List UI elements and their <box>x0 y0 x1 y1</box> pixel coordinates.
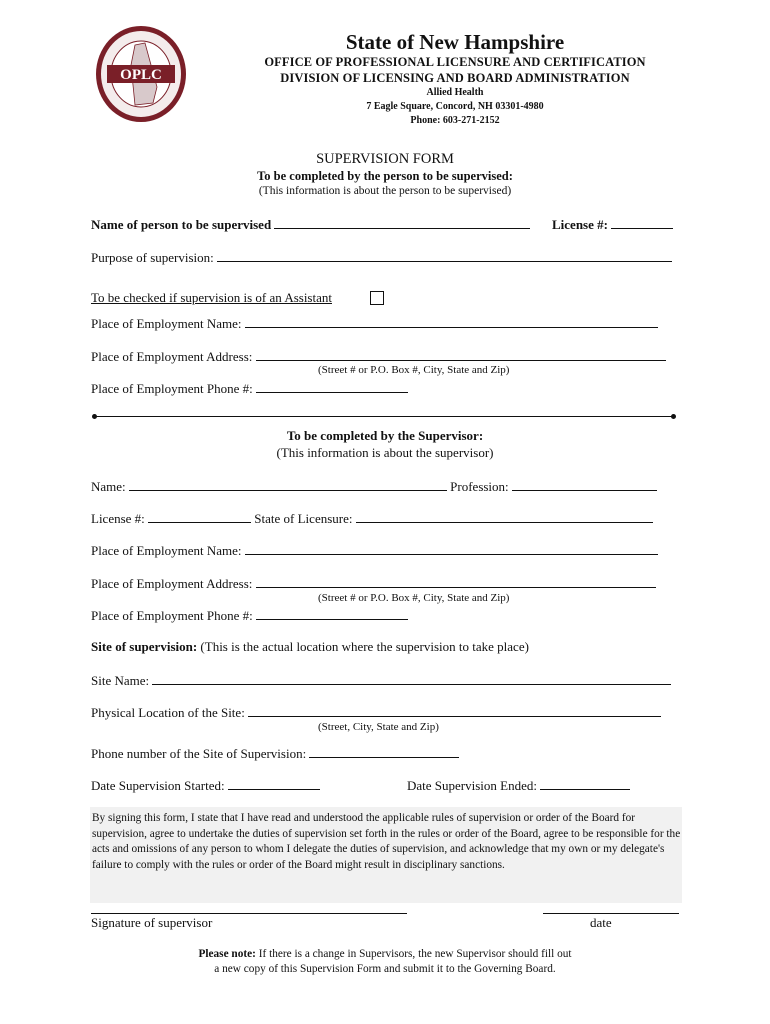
supervisor-name-label: Name: <box>91 479 126 494</box>
site-phone-label: Phone number of the Site of Supervision: <box>91 746 307 761</box>
unit-name: Allied Health <box>426 87 484 98</box>
oplc-seal-logo <box>95 25 187 123</box>
site-label: Site of supervision: <box>91 639 198 654</box>
supervisor-emp-address-label: Place of Employment Address: <box>91 576 253 591</box>
state-title: State of New Hampshire <box>345 30 565 54</box>
supervisor-profession-label: Profession: <box>450 479 509 494</box>
division-name: DIVISION OF LICENSING AND BOARD ADMINISTRATION <box>280 71 630 85</box>
site-name-field[interactable] <box>152 672 671 685</box>
site-note: (This is the actual location where the supervision to take place) <box>200 639 529 654</box>
signature-line[interactable] <box>91 912 407 914</box>
site-location-hint: (Street, City, State and Zip) <box>318 721 439 733</box>
form-subtitle: To be completed by the person to be supervised: <box>257 169 513 183</box>
form-note: (This information is about the person to be supervised) <box>258 185 512 197</box>
signature-label: Signature of supervisor <box>91 915 213 930</box>
supervisor-state-field[interactable] <box>356 510 653 523</box>
assistant-label: To be checked if supervision is of an Assistant <box>91 290 332 305</box>
supervisor-license-label: License #: <box>91 511 145 526</box>
supervisee-emp-address-field[interactable] <box>256 348 666 361</box>
date-ended-label: Date Supervision Ended: <box>407 778 537 793</box>
supervisor-address-hint: (Street # or P.O. Box #, City, State and Zip) <box>318 592 510 604</box>
supervisor-profession-field[interactable] <box>512 478 657 491</box>
supervisor-heading: To be completed by the Supervisor: <box>286 428 484 443</box>
form-title: SUPERVISION FORM <box>316 151 454 167</box>
date-label: date <box>590 915 612 930</box>
supervisee-emp-phone-label: Place of Employment Phone #: <box>91 381 253 396</box>
consent-statement: By signing this form, I state that I have read and understood the applicable rules of supervision or order of the Board for supervision, agree to undertake the duties of supervision set forth in the rules or order of the Board, agree to be responsible for the acts and omissions of any person to whom I delegate the duties of supervision, and acknowledge that my own or my delegate's failure to comply with the rules or order of the Board might result in disciplinary sanctions. <box>90 807 682 903</box>
seal-abbr: OPLC <box>120 67 162 83</box>
supervisor-note: (This information is about the supervisor) <box>276 445 494 460</box>
footer-note-bold: Please note: <box>198 948 256 960</box>
supervisor-emp-name-field[interactable] <box>245 542 658 555</box>
office-name: OFFICE OF PROFESSIONAL LICENSURE AND CERTIFICATION <box>264 55 646 69</box>
date-ended-field[interactable] <box>540 777 630 790</box>
supervisee-license-label: License #: <box>552 217 608 232</box>
supervisee-license-field[interactable] <box>611 216 673 229</box>
office-address: 7 Eagle Square, Concord, NH 03301-4980 <box>366 101 544 112</box>
supervisor-emp-name-label: Place of Employment Name: <box>91 543 242 558</box>
footer-note-text1: If there is a change in Supervisors, the new Supervisor should fill out <box>255 948 572 960</box>
supervisor-emp-phone-field[interactable] <box>256 607 408 620</box>
site-location-label: Physical Location of the Site: <box>91 705 245 720</box>
date-line[interactable] <box>543 912 679 914</box>
supervisee-emp-name-label: Place of Employment Name: <box>91 316 242 331</box>
supervisor-emp-phone-label: Place of Employment Phone #: <box>91 608 253 623</box>
footer-note-line2: a new copy of this Supervision Form and submit it to the Governing Board. <box>214 963 556 975</box>
assistant-checkbox[interactable] <box>370 291 384 305</box>
supervisee-emp-name-field[interactable] <box>245 315 658 328</box>
purpose-field[interactable] <box>217 249 672 262</box>
supervisee-address-hint: (Street # or P.O. Box #, City, State and Zip) <box>318 364 510 376</box>
date-started-field[interactable] <box>228 777 320 790</box>
section-divider <box>95 416 675 417</box>
office-phone: Phone: 603-271-2152 <box>410 115 500 126</box>
supervisor-state-label: State of Licensure: <box>254 511 353 526</box>
supervisor-name-field[interactable] <box>129 478 447 491</box>
site-name-label: Site Name: <box>91 673 150 688</box>
separator-dot-right <box>671 414 676 419</box>
supervisee-emp-address-label: Place of Employment Address: <box>91 349 253 364</box>
date-started-label: Date Supervision Started: <box>91 778 225 793</box>
footer-note-line1 <box>90 948 680 960</box>
site-phone-field[interactable] <box>309 745 459 758</box>
purpose-label: Purpose of supervision: <box>91 250 214 265</box>
supervisee-name-label: Name of person to be supervised <box>91 217 272 232</box>
supervisee-emp-phone-field[interactable] <box>256 380 408 393</box>
supervisor-license-field[interactable] <box>148 510 251 523</box>
supervisee-name-field[interactable] <box>274 216 530 229</box>
supervisor-emp-address-field[interactable] <box>256 575 656 588</box>
site-location-field[interactable] <box>248 704 661 717</box>
